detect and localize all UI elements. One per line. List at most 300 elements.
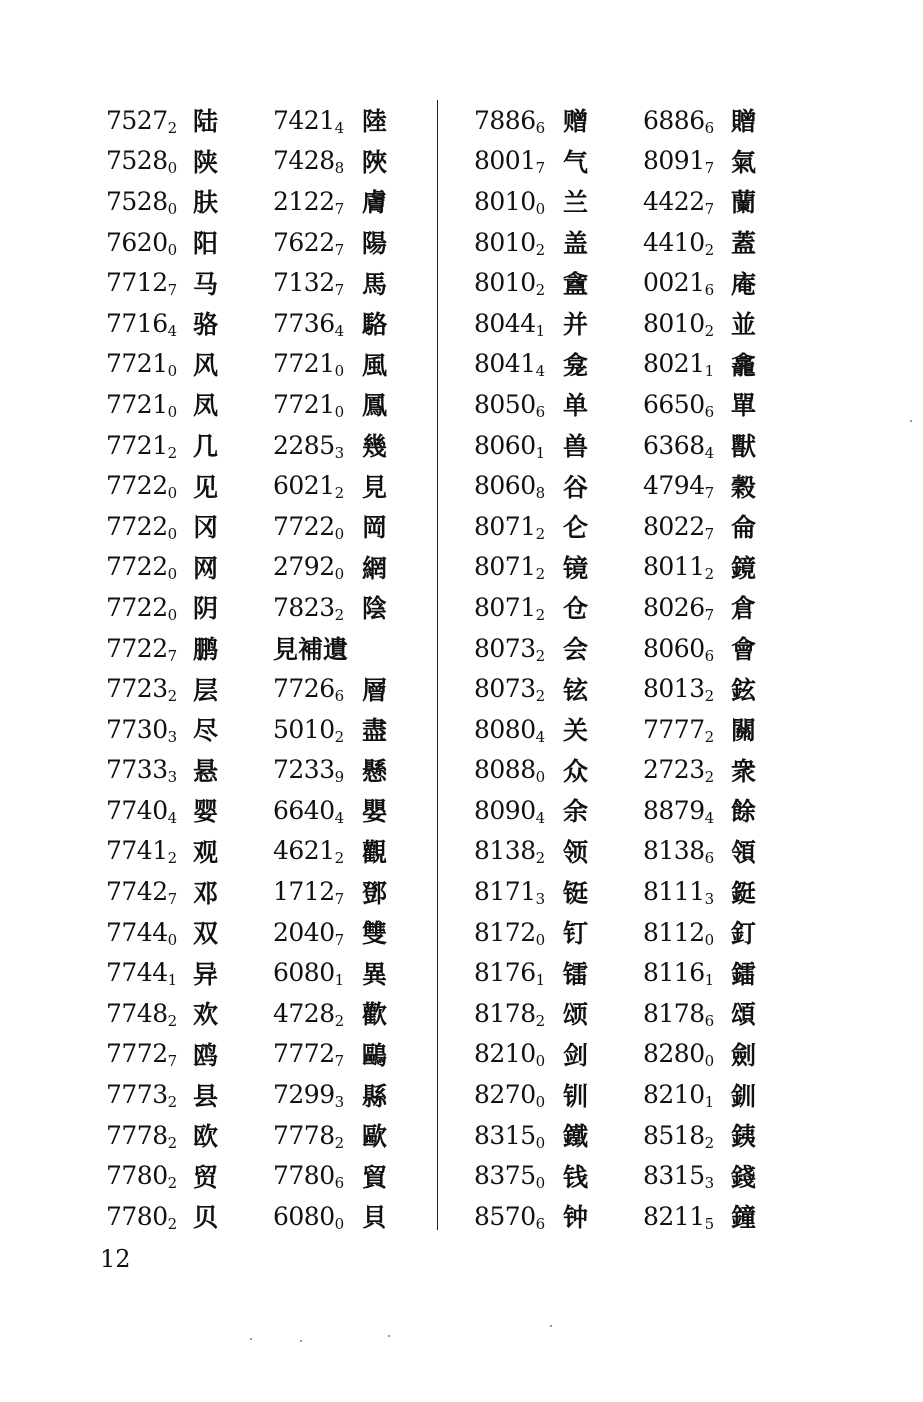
simplified-char: 网 [193,553,219,583]
simplified-code-subscript: 0 [535,930,545,949]
simplified-code [106,1080,177,1112]
simplified-code-subscript: 2 [167,1011,177,1030]
simplified-code-subscript: 0 [167,199,177,218]
table-row [273,222,348,263]
simplified-code-number: 8010 [474,227,536,257]
traditional-char: 異 [362,959,388,989]
simplified-char: 仑 [563,513,589,543]
table-row [273,141,348,182]
simplified-code-subscript: 0 [167,524,177,543]
traditional-code-number: 0021 [643,268,705,298]
traditional-char: 銕 [731,1122,757,1152]
traditional-code-number: 2285 [273,430,335,460]
simplified-char: 龛 [563,350,589,380]
traditional-code-subscript: 3 [334,443,344,462]
simplified-char: 尽 [193,716,219,746]
table-row [474,1196,545,1237]
table-row [563,668,588,709]
simplified-char: 邓 [193,878,219,908]
simplified-code-subscript: 0 [535,1093,545,1112]
traditional-char: 雙 [362,919,388,949]
table-row [731,587,756,628]
table-row [643,912,714,953]
table-row [273,1155,348,1196]
table-row [106,425,177,466]
traditional-code [273,1039,344,1071]
simplified-code-number: 7780 [106,1201,168,1231]
table-row [273,181,348,222]
simplified-code-number: 8060 [474,471,536,501]
simplified-code [474,918,545,947]
traditional-char: 鳳 [362,391,388,421]
simplified-code-number: 8001 [474,146,536,176]
simplified-char: 欢 [193,1000,219,1030]
traditional-code-number: 8211 [643,1201,705,1231]
simplified-code-number: 7712 [106,268,168,298]
simplified-code-subscript: 2 [167,849,177,868]
simplified-code-subscript: 3 [535,890,545,909]
traditional-code [643,1121,714,1150]
simplified-code-number: 7620 [106,227,168,257]
traditional-code [643,471,714,503]
scan-speck [300,1340,302,1342]
table-row [362,547,387,588]
traditional-code [273,593,344,622]
simplified-char: 马 [193,269,219,299]
simplified-code [474,349,545,381]
simplified-char: 仓 [563,594,589,624]
simplified-code-number: 7527 [106,105,168,135]
simplified-code [474,958,545,990]
table-row [643,425,714,466]
traditional-code [273,146,344,178]
traditional-code-subscript: 4 [334,321,344,340]
traditional-char: 頌 [731,1000,757,1030]
table-row [273,912,348,953]
traditional-code [273,106,344,135]
simplified-code [106,755,177,787]
traditional-code-number: 8060 [643,633,705,663]
traditional-code-subscript: 2 [704,1133,714,1152]
simplified-code [106,268,177,300]
table-row [273,750,348,791]
traditional-code-subscript: 6 [704,402,714,421]
table-row [474,750,545,791]
traditional-char: 蘭 [731,188,757,218]
table-row [643,100,714,141]
table-row [731,384,756,425]
simplified-code [474,836,545,868]
simplified-code [474,674,545,706]
simplified-char: 贝 [193,1203,219,1233]
table-row [731,993,756,1034]
table-row [106,303,177,344]
simplified-code-subscript: 2 [535,605,545,624]
simplified-code-number: 8010 [474,186,536,216]
left-simplified-code-column [106,100,177,1237]
table-row [106,547,177,588]
table-row [362,1034,387,1075]
simplified-char: 谷 [563,472,589,502]
table-row [193,384,218,425]
table-row [563,952,588,993]
traditional-char: 餘 [731,797,757,827]
traditional-code [643,958,714,990]
table-row [563,871,588,912]
table-row [273,790,348,831]
traditional-code-number: 8280 [643,1039,705,1069]
traditional-char: 穀 [731,472,757,502]
table-row [273,547,348,588]
simplified-code-number: 7721 [106,389,168,419]
simplified-code-number: 8044 [474,308,536,338]
traditional-code-number: 7428 [273,146,335,176]
table-row [106,587,177,628]
traditional-code [273,1080,344,1112]
table-row [643,871,714,912]
table-row [731,912,756,953]
table-row [362,628,387,669]
table-row [193,912,218,953]
traditional-code [643,796,714,825]
table-row [273,952,348,993]
traditional-code-subscript: 6 [704,646,714,665]
traditional-code-number: 6080 [273,958,335,988]
traditional-code-number: 7722 [273,511,335,541]
traditional-code-subscript: 8 [334,159,344,178]
table-row [563,222,588,263]
table-row [643,181,714,222]
table-row [106,1115,177,1156]
simplified-code-number: 8071 [474,552,536,582]
table-row [474,303,545,344]
table-row [273,100,348,141]
traditional-char: 陰 [362,594,388,624]
table-row [563,1074,588,1115]
table-row [273,465,348,506]
simplified-char: 悬 [193,756,219,786]
table-row [362,993,387,1034]
simplified-char: 陆 [193,107,219,137]
table-row [731,547,756,588]
traditional-code-number: 4728 [273,998,335,1028]
traditional-code-number: 8112 [643,917,705,947]
simplified-code-subscript: 0 [167,362,177,381]
table-row [731,100,756,141]
simplified-code-number: 8080 [474,714,536,744]
table-row [106,384,177,425]
simplified-char: 层 [193,675,219,705]
table-row [362,831,387,872]
simplified-code-number: 7722 [106,592,168,622]
simplified-code [106,187,177,216]
simplified-char: 鹏 [193,635,219,665]
table-row [273,628,348,669]
table-row [193,181,218,222]
simplified-code-subscript: 6 [535,1214,545,1233]
scan-speck [910,420,912,422]
simplified-code-subscript: 2 [535,240,545,259]
table-row [362,790,387,831]
traditional-code-subscript: 6 [334,1174,344,1193]
traditional-code-subscript: 0 [704,930,714,949]
table-row [643,384,714,425]
table-row [273,668,348,709]
simplified-char: 陕 [193,147,219,177]
simplified-code [474,512,545,541]
traditional-code-number: 2122 [273,186,335,216]
simplified-code [106,1121,177,1150]
traditional-code-number: 8026 [643,592,705,622]
simplified-char: 风 [193,350,219,380]
table-row [362,222,387,263]
page-number: 12 [100,1245,131,1273]
traditional-code-number: 2723 [643,755,705,785]
table-row [106,668,177,709]
traditional-code-subscript: 7 [704,159,714,178]
table-row [643,262,714,303]
traditional-code-number: 8022 [643,511,705,541]
traditional-code-subscript: 3 [704,1174,714,1193]
table-row [643,831,714,872]
traditional-code-subscript: 4 [704,443,714,462]
traditional-code-subscript: 7 [334,199,344,218]
simplified-char: 单 [563,391,589,421]
traditional-code-number: 7721 [273,389,335,419]
table-row [563,303,588,344]
table-row [563,628,588,669]
simplified-code [106,309,177,338]
traditional-char: 網 [362,553,388,583]
simplified-code [106,674,177,706]
table-row [643,141,714,182]
traditional-code-subscript: 7 [334,1052,344,1071]
table-row [362,181,387,222]
simplified-char: 钱 [563,1162,589,1192]
simplified-code-number: 7723 [106,674,168,704]
traditional-code-subscript: 2 [704,321,714,340]
traditional-code-subscript: 2 [334,1133,344,1152]
traditional-code-subscript: 2 [704,768,714,787]
simplified-char: 盦 [563,269,589,299]
traditional-char: 歐 [362,1122,388,1152]
traditional-code-number: 7421 [273,105,335,135]
traditional-char: 錢 [731,1162,757,1192]
traditional-char: 單 [731,391,757,421]
traditional-char: 鄧 [362,878,388,908]
simplified-code-number: 7722 [106,633,168,663]
right-simplified-code-column [474,100,545,1237]
traditional-char: 馬 [362,269,388,299]
traditional-code-subscript: 7 [334,281,344,300]
simplified-char: 并 [563,310,589,340]
traditional-code-number: 8091 [643,146,705,176]
traditional-code-number: 8138 [643,836,705,866]
table-row [731,628,756,669]
table-row [474,628,545,669]
simplified-char: 欧 [193,1122,219,1152]
simplified-code-subscript: 2 [535,1011,545,1030]
table-row [362,100,387,141]
traditional-char: 關 [731,716,757,746]
table-row [731,262,756,303]
simplified-code-number: 8210 [474,1039,536,1069]
table-row [362,912,387,953]
traditional-code [273,309,344,338]
traditional-code [643,1039,714,1071]
traditional-code [273,999,344,1028]
traditional-char: 獸 [731,432,757,462]
simplified-code-subscript: 2 [167,1214,177,1233]
traditional-code [643,512,714,541]
table-row [193,1074,218,1115]
simplified-code [474,309,545,338]
table-row [563,384,588,425]
table-row [563,181,588,222]
simplified-code [106,106,177,135]
table-row [273,1115,348,1156]
simplified-code [106,1039,177,1071]
simplified-code-number: 7721 [106,430,168,460]
table-row [193,100,218,141]
traditional-code-subscript: 5 [704,1214,714,1233]
simplified-char: 观 [193,837,219,867]
simplified-code-subscript: 2 [167,687,177,706]
simplified-code [106,349,177,381]
traditional-code [273,1161,344,1193]
simplified-code [474,1039,545,1071]
traditional-code-subscript: 4 [704,808,714,827]
table-row [643,547,714,588]
table-row [731,141,756,182]
simplified-code-subscript: 0 [167,605,177,624]
traditional-code-number: 7299 [273,1080,335,1110]
simplified-code-number: 7748 [106,998,168,1028]
simplified-code-subscript: 2 [535,281,545,300]
traditional-code-number: 7736 [273,308,335,338]
table-row [563,344,588,385]
simplified-code-subscript: 2 [535,849,545,868]
traditional-code [273,187,344,216]
traditional-code-number: 8879 [643,795,705,825]
table-row [731,831,756,872]
simplified-code-number: 7716 [106,308,168,338]
simplified-char: 贸 [193,1162,219,1192]
table-row [362,587,387,628]
simplified-char: 盖 [563,229,589,259]
traditional-code-subscript: 6 [334,687,344,706]
traditional-code-number: 7233 [273,755,335,785]
table-row [563,465,588,506]
table-row [474,709,545,750]
simplified-code [106,999,177,1028]
traditional-code-subscript: 6 [704,118,714,137]
traditional-code-subscript: 7 [704,199,714,218]
traditional-char: 贈 [731,107,757,137]
traditional-code-subscript: 7 [334,240,344,259]
simplified-code-number: 7740 [106,795,168,825]
simplified-code-number: 7733 [106,755,168,785]
table-row [193,993,218,1034]
table-row [474,993,545,1034]
simplified-code [474,390,545,419]
simplified-char: 领 [563,837,589,867]
simplified-code [474,146,545,178]
table-row [474,344,545,385]
simplified-char: 赠 [563,107,589,137]
traditional-code-number: 6650 [643,389,705,419]
traditional-code-number: 8178 [643,998,705,1028]
traditional-char: 鐘 [731,1203,757,1233]
table-row [643,709,714,750]
traditional-char: 盡 [362,716,388,746]
simplified-char: 骆 [193,310,219,340]
traditional-char: 見 [362,472,388,502]
table-row [273,425,348,466]
traditional-code-subscript: 2 [334,605,344,624]
table-row [563,587,588,628]
simplified-code-number: 7778 [106,1120,168,1150]
table-row [731,425,756,466]
traditional-code [643,390,714,419]
simplified-char: 镭 [563,959,589,989]
simplified-code-subscript: 2 [167,1093,177,1112]
simplified-code-subscript: 4 [167,808,177,827]
table-row [193,587,218,628]
see-supplement-note: 見補遺 [273,635,349,665]
simplified-char: 几 [193,432,219,462]
traditional-char: 縣 [362,1081,388,1111]
traditional-code-subscript: 3 [334,1093,344,1112]
simplified-code [474,715,545,744]
table-row [643,628,714,669]
table-row [474,181,545,222]
traditional-char: 庵 [731,269,757,299]
traditional-char: 陸 [362,107,388,137]
simplified-code-subscript: 3 [167,768,177,787]
table-row [731,952,756,993]
traditional-code [273,1121,344,1150]
table-row [106,831,177,872]
simplified-char: 铤 [563,878,589,908]
traditional-code-subscript: 2 [704,687,714,706]
traditional-code-subscript: 4 [334,808,344,827]
simplified-code-number: 7722 [106,511,168,541]
table-row [362,1155,387,1196]
table-row [106,709,177,750]
traditional-char: 觀 [362,837,388,867]
traditional-code [643,755,714,787]
simplified-char: 鐵 [563,1122,589,1152]
table-row [193,465,218,506]
traditional-code [643,877,714,909]
table-row [106,750,177,791]
table-row [106,465,177,506]
table-row [106,141,177,182]
table-row [193,547,218,588]
simplified-code [106,715,177,744]
traditional-char: 貝 [362,1203,388,1233]
traditional-code-number: 7777 [643,714,705,744]
traditional-code [273,228,344,257]
traditional-code-number: 6021 [273,471,335,501]
left-simplified-char-column [193,100,218,1237]
simplified-char: 鸥 [193,1040,219,1070]
traditional-char: 歡 [362,1000,388,1030]
simplified-code-number: 8060 [474,430,536,460]
simplified-char: 镜 [563,553,589,583]
traditional-code-number: 6886 [643,105,705,135]
